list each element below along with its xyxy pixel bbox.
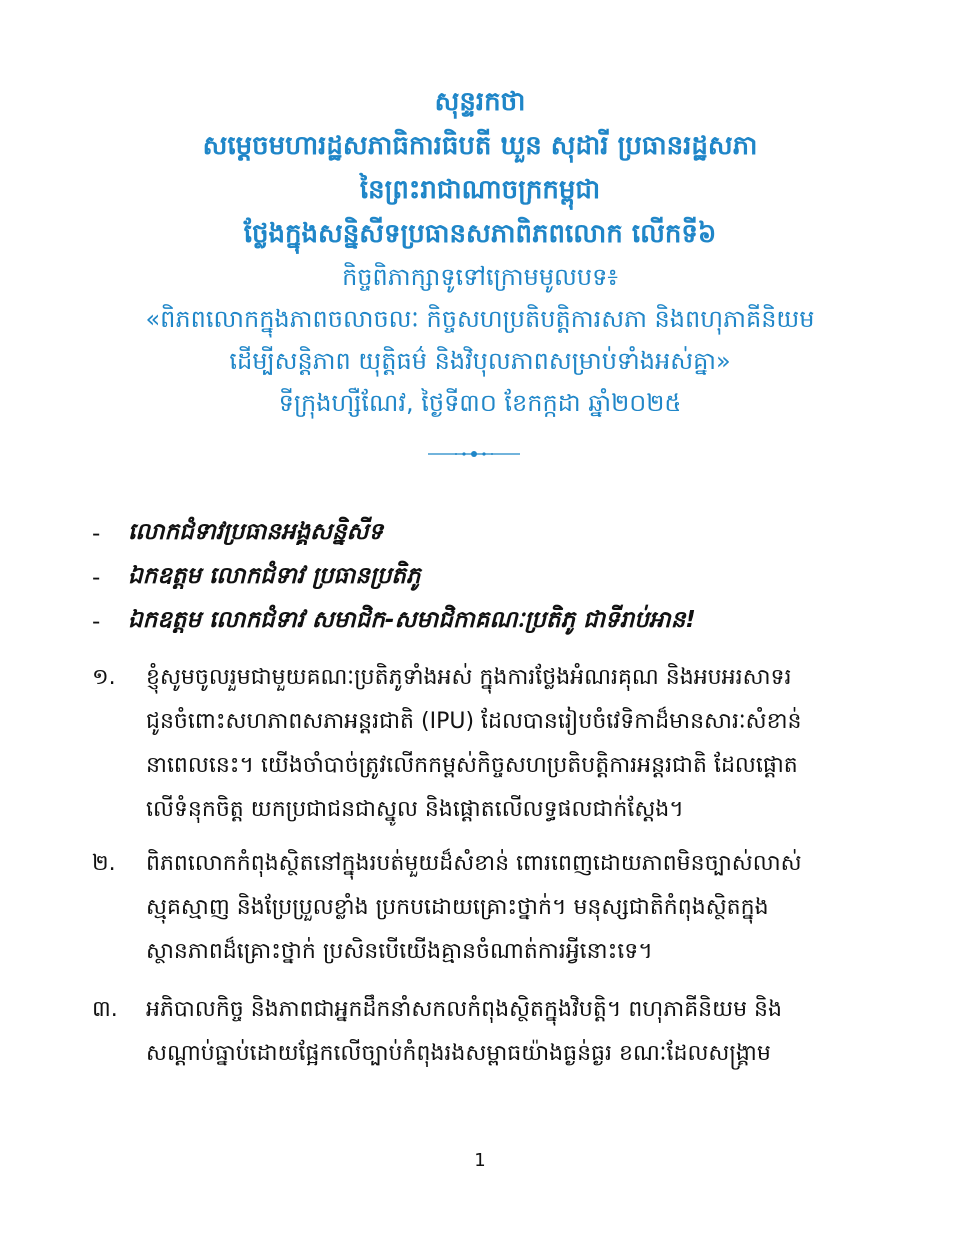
salutation-item bbox=[92, 600, 892, 644]
salutation-item bbox=[92, 512, 892, 556]
paragraph-line: ពិភពលោកកំពុងស្ថិតនៅក្នុងរបត់មួយដ៏សំខាន់ ពោរពេញដោយភាពមិនច្បាស់លាស់ bbox=[146, 851, 802, 876]
paragraph-line: នាពេលនេះ។ យើងចាំបាច់ត្រូវលើកកម្ពស់កិច្ចសហប្រតិបត្តិការអន្តរជាតិ ដែលផ្តោត bbox=[146, 753, 798, 778]
paragraph-body bbox=[146, 656, 872, 832]
paragraph-1 bbox=[92, 656, 872, 832]
paragraph-line: អភិបាលកិច្ច និងភាពជាអ្នកដឹកនាំសកលកំពុងស្ថិតក្នុងវិបត្តិ។ ពហុភាគីនិយម និង bbox=[146, 997, 782, 1022]
event-line: ថ្លែងក្នុងសន្និសីទប្រធានសភាពិភពលោក លើកទី៦ bbox=[243, 219, 717, 249]
paragraph-body bbox=[146, 988, 872, 1076]
salutation-text: ឯកឧត្តម លោកជំទាវ ប្រធានប្រតិភូ bbox=[128, 562, 421, 589]
paragraph-line: ស្មុគស្មាញ និងប្រែប្រួលខ្លាំង ប្រកបដោយគ្រោះថ្នាក់។ មនុស្សជាតិកំពុងស្ថិតក្នុង bbox=[146, 895, 769, 920]
page-number: 1 bbox=[474, 1150, 486, 1171]
paragraph-line: ខ្ញុំសូមចូលរួមជាមួយគណៈប្រតិភូទាំងអស់ ក្នុងការថ្លែងអំណរគុណ និងអបអរសាទរ bbox=[146, 665, 792, 690]
place-date-line: ទីក្រុងហ្សឺណែវ, ថ្ងៃទី៣០ ខែកក្កដា ឆ្នាំ២០២៥ bbox=[278, 389, 682, 417]
bullet-dash: - bbox=[92, 609, 101, 635]
discussion-line: កិច្ចពិភាក្សាទូទៅក្រោមមូលបទ៖ bbox=[342, 263, 618, 291]
paragraph-2 bbox=[92, 842, 872, 974]
salutation-list bbox=[92, 512, 892, 644]
salutation-text: លោកជំទាវប្រធានអង្គសន្និសីទ bbox=[128, 518, 384, 545]
speaker-line: សម្តេចមហារដ្ឋសភាធិការធិបតី ឃួន សុដារី ប្រធានរដ្ឋសភា bbox=[202, 131, 758, 161]
paragraph-body bbox=[146, 842, 872, 974]
salutation-text: ឯកឧត្តម លោកជំទាវ សមាជិក-សមាជិកាគណៈប្រតិភូ ជាទីរាប់អាន! bbox=[128, 606, 696, 633]
ornament-divider bbox=[426, 447, 522, 461]
theme-line-1: «ពិភពលោកក្នុងភាពចលាចលៈ កិច្ចសហប្រតិបត្តិការសភា និងពហុភាគីនិយម bbox=[145, 305, 815, 333]
salutation-item bbox=[92, 556, 892, 600]
bullet-dash: - bbox=[92, 521, 101, 547]
paragraph-3 bbox=[92, 988, 872, 1076]
theme-line-2: ដើម្បីសន្តិភាព យុត្តិធម៌ និងវិបុលភាពសម្រាប់ទាំងអស់គ្នា» bbox=[229, 347, 731, 375]
paragraph-line: ជូនចំពោះសហភាពសភាអន្តរជាតិ (IPU) ដែលបានរៀបចំវេទិកាដ៏មានសារៈសំខាន់ bbox=[146, 709, 802, 734]
paragraph-number: ៣. bbox=[92, 997, 118, 1022]
paragraph-line: ស្ថានភាពដ៏គ្រោះថ្នាក់ ប្រសិនបើយើងគ្មានចំណាត់ការអ្វីនោះទេ។ bbox=[146, 939, 653, 964]
paragraph-line: លើទំនុកចិត្ត យកប្រជាជនជាស្នូល និងផ្តោតលើលទ្ធផលជាក់ស្តែង។ bbox=[146, 797, 684, 822]
country-line: នៃព្រះរាជាណាចក្រកម្ពុជា bbox=[359, 175, 601, 205]
bullet-dash: - bbox=[92, 565, 101, 591]
speech-heading bbox=[60, 80, 900, 424]
paragraph-line: សណ្តាប់ធ្នាប់ដោយផ្អែកលើច្បាប់កំពុងរងសម្ពាធយ៉ាងធ្ងន់ធ្ងរ ខណៈដែលសង្គ្រាម bbox=[146, 1041, 771, 1066]
paragraph-number: ១. bbox=[92, 665, 116, 690]
speech-title: សុន្ទរកថា bbox=[434, 87, 526, 117]
paragraph-number: ២. bbox=[92, 851, 116, 876]
